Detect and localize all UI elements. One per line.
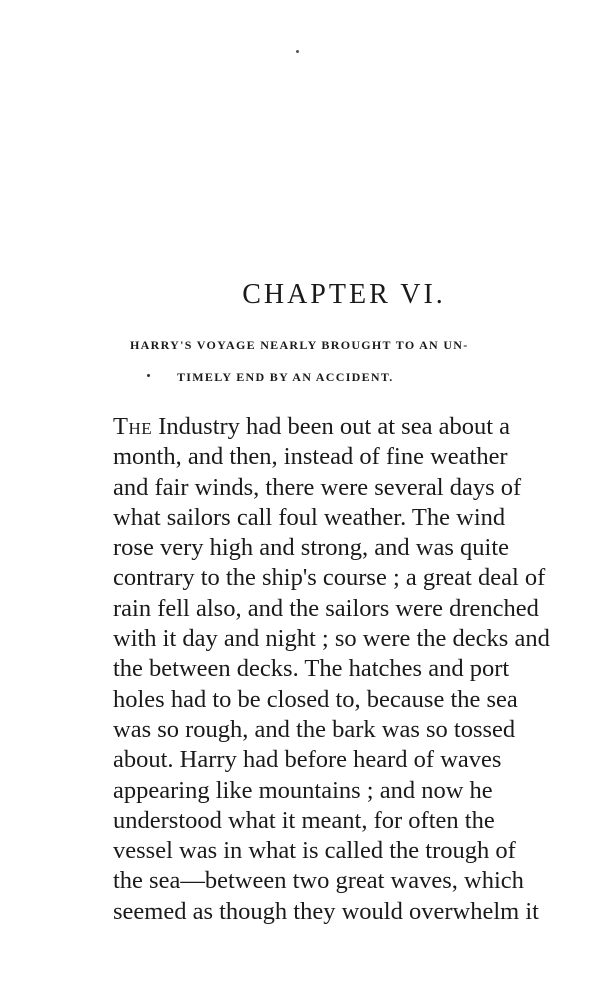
chapter-body — [113, 412, 606, 927]
body-line: month, and then, instead of fine weather — [113, 443, 508, 471]
chapter-heading: CHAPTER VI. — [242, 279, 446, 310]
chapter-subtitle-line-1: HARRY'S VOYAGE NEARLY BROUGHT TO AN UN- — [130, 338, 469, 352]
body-line: understood what it meant, for often the — [113, 806, 495, 834]
body-line — [113, 412, 606, 442]
body-line: appearing like mountains ; and now he — [113, 776, 493, 804]
body-line: what sailors call foul weather. The wind — [113, 503, 506, 531]
body-line: contrary to the ship's course ; a great deal of — [113, 564, 546, 592]
body-line: seemed as though they would overwhelm it — [113, 897, 539, 925]
body-line: with it day and night ; so were the decks and — [113, 625, 550, 653]
drop-word: The — [113, 413, 153, 440]
body-line: about. Harry had before heard of waves — [113, 746, 502, 774]
chapter-subtitle-line-2: TIMELY END BY AN ACCIDENT. — [177, 370, 394, 384]
body-line: the sea—between two great waves, which — [113, 867, 524, 895]
body-line: holes had to be closed to, because the sea — [113, 685, 518, 713]
body-line: was so rough, and the bark was so tossed — [113, 715, 516, 743]
body-line-text: Industry had been out at sea about a — [152, 413, 510, 440]
ink-speck — [296, 50, 299, 53]
body-line: vessel was in what is called the trough of — [113, 837, 516, 865]
body-line: rain fell also, and the sailors were drenched — [113, 594, 539, 622]
body-line: rose very high and strong, and was quite — [113, 534, 509, 562]
ink-dot — [147, 374, 150, 377]
body-line: the between decks. The hatches and port — [113, 655, 510, 683]
body-line: and fair winds, there were several days of — [113, 473, 522, 501]
